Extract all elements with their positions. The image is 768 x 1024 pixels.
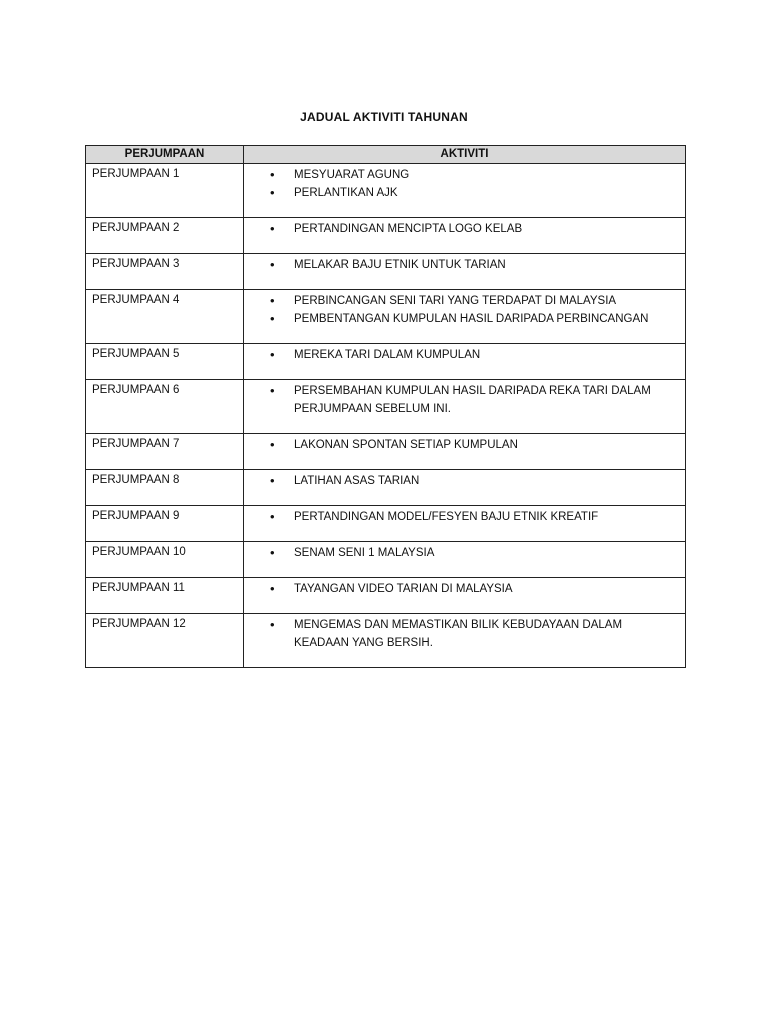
header-meeting: PERJUMPAAN bbox=[86, 146, 244, 164]
activity-cell bbox=[244, 542, 686, 578]
activity-item: • PERLANTIKAN AJK bbox=[268, 184, 679, 202]
activity-list bbox=[244, 506, 685, 526]
activity-cell bbox=[244, 380, 686, 434]
activity-item: • MENGEMAS DAN MEMASTIKAN BILIK KEBUDAYAAN DALAM KEADAAN YANG BERSIH. bbox=[268, 616, 679, 652]
activity-item: • PERTANDINGAN MODEL/FESYEN BAJU ETNIK KREATIF bbox=[268, 508, 679, 526]
meeting-cell bbox=[86, 380, 244, 434]
meeting-cell bbox=[86, 290, 244, 344]
meeting-label: PERJUMPAAN 11 bbox=[92, 582, 185, 594]
activity-item: • MELAKAR BAJU ETNIK UNTUK TARIAN bbox=[268, 256, 679, 274]
activity-item: • TAYANGAN VIDEO TARIAN DI MALAYSIA bbox=[268, 580, 679, 598]
activity-cell bbox=[244, 470, 686, 506]
meeting-cell bbox=[86, 164, 244, 218]
meeting-label: PERJUMPAAN 3 bbox=[92, 258, 180, 270]
activity-list bbox=[244, 434, 685, 454]
activity-item: • MEREKA TARI DALAM KUMPULAN bbox=[268, 346, 679, 364]
activity-list bbox=[244, 578, 685, 598]
meeting-label: PERJUMPAAN 8 bbox=[92, 474, 180, 486]
page-title: JADUAL AKTIVITI TAHUNAN bbox=[300, 110, 468, 124]
meeting-label: PERJUMPAAN 2 bbox=[92, 222, 180, 234]
activity-list bbox=[244, 542, 685, 562]
activity-item: • SENAM SENI 1 MALAYSIA bbox=[268, 544, 679, 562]
activity-list bbox=[244, 164, 685, 202]
table-row bbox=[86, 614, 686, 668]
activity-cell bbox=[244, 344, 686, 380]
activity-item: • MESYUARAT AGUNG bbox=[268, 166, 679, 184]
activity-cell bbox=[244, 578, 686, 614]
table-row bbox=[86, 434, 686, 470]
table-row bbox=[86, 254, 686, 290]
meeting-cell bbox=[86, 434, 244, 470]
meeting-cell bbox=[86, 218, 244, 254]
activity-cell bbox=[244, 218, 686, 254]
activity-item: • PERTANDINGAN MENCIPTA LOGO KELAB bbox=[268, 220, 679, 238]
activity-list bbox=[244, 380, 685, 418]
meeting-label: PERJUMPAAN 10 bbox=[92, 546, 186, 558]
activity-list bbox=[244, 470, 685, 490]
meeting-label: PERJUMPAAN 5 bbox=[92, 348, 180, 360]
table-row bbox=[86, 218, 686, 254]
table-row bbox=[86, 542, 686, 578]
meeting-label: PERJUMPAAN 7 bbox=[92, 438, 180, 450]
activity-cell bbox=[244, 614, 686, 668]
meeting-label: PERJUMPAAN 9 bbox=[92, 510, 180, 522]
activity-cell bbox=[244, 254, 686, 290]
table-body bbox=[86, 164, 686, 668]
meeting-cell bbox=[86, 344, 244, 380]
activity-item: • LATIHAN ASAS TARIAN bbox=[268, 472, 679, 490]
table-row bbox=[86, 578, 686, 614]
activity-item: • PERSEMBAHAN KUMPULAN HASIL DARIPADA REKA TARI DALAM PERJUMPAAN SEBELUM INI. bbox=[268, 382, 679, 418]
activity-cell bbox=[244, 506, 686, 542]
table-row bbox=[86, 506, 686, 542]
activity-cell bbox=[244, 290, 686, 344]
activity-table bbox=[85, 145, 686, 668]
activity-list bbox=[244, 290, 685, 328]
activity-list bbox=[244, 614, 685, 652]
activity-item: • LAKONAN SPONTAN SETIAP KUMPULAN bbox=[268, 436, 679, 454]
meeting-label: PERJUMPAAN 4 bbox=[92, 294, 180, 306]
activity-item: • PERBINCANGAN SENI TARI YANG TERDAPAT DI MALAYSIA bbox=[268, 292, 679, 310]
activity-cell bbox=[244, 164, 686, 218]
meeting-label: PERJUMPAAN 12 bbox=[92, 618, 186, 630]
meeting-cell bbox=[86, 614, 244, 668]
activity-list bbox=[244, 218, 685, 238]
activity-list bbox=[244, 344, 685, 364]
table-row bbox=[86, 470, 686, 506]
table-row bbox=[86, 380, 686, 434]
activity-list bbox=[244, 254, 685, 274]
activity-cell bbox=[244, 434, 686, 470]
meeting-cell bbox=[86, 578, 244, 614]
meeting-label: PERJUMPAAN 1 bbox=[92, 168, 180, 180]
table-header-row bbox=[86, 146, 686, 164]
meeting-cell bbox=[86, 506, 244, 542]
meeting-cell bbox=[86, 470, 244, 506]
table-row bbox=[86, 290, 686, 344]
activity-item: • PEMBENTANGAN KUMPULAN HASIL DARIPADA PERBINCANGAN bbox=[268, 310, 679, 328]
meeting-label: PERJUMPAAN 6 bbox=[92, 384, 180, 396]
table-row bbox=[86, 344, 686, 380]
meeting-cell bbox=[86, 542, 244, 578]
table-row bbox=[86, 164, 686, 218]
header-activity: AKTIVITI bbox=[244, 146, 686, 164]
meeting-cell bbox=[86, 254, 244, 290]
